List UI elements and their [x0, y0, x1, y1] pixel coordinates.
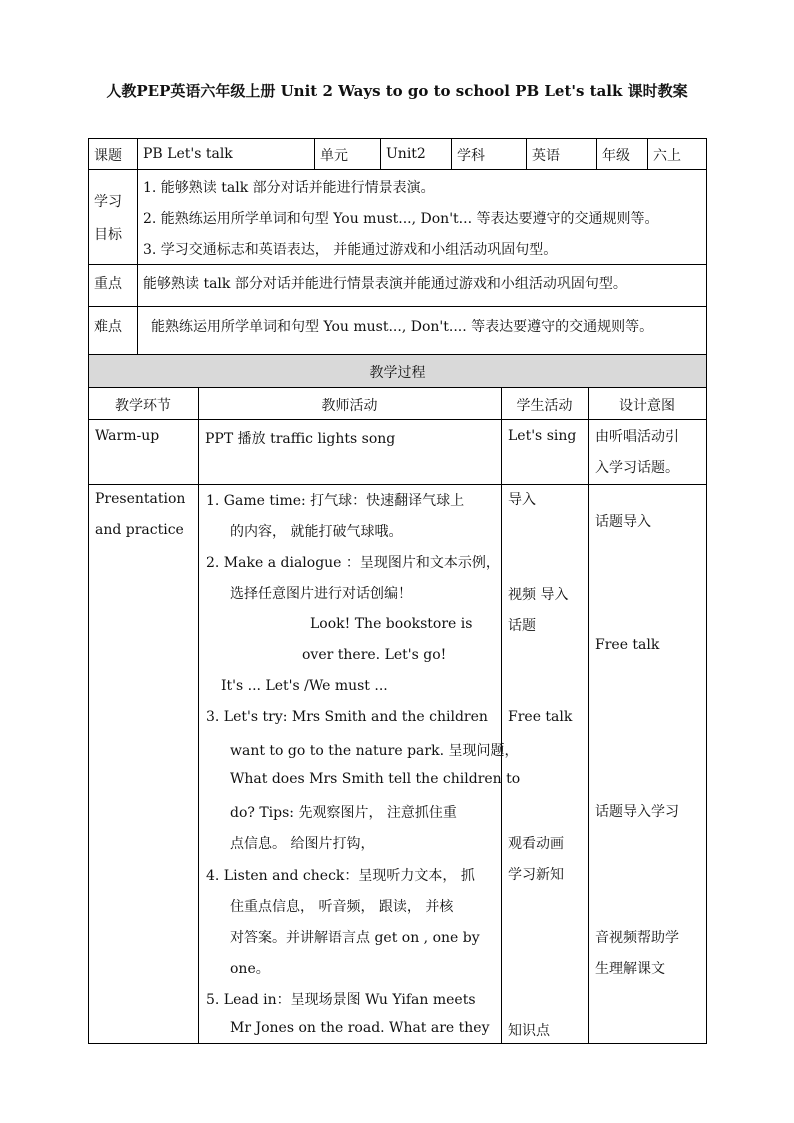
teacher-line: 的内容， 就能打破气球哦。	[230, 524, 403, 540]
teacher-line: 2. Make a dialogue ：呈现图片和文本示例，	[206, 555, 500, 571]
column-header: 设计意图	[619, 398, 675, 414]
design-intent: 音视频帮助学	[595, 930, 679, 946]
teacher-line: 4. Listen and check：呈现听力文本， 抓	[206, 868, 475, 884]
teacher-line: 点信息。 给图片打钩，	[230, 836, 375, 852]
warmup-teacher: PPT 播放 traffic lights song	[205, 431, 396, 447]
design-intent: 话题导入学习	[595, 804, 679, 820]
objective-item: 3. 学习交通标志和英语表达， 并能通过游戏和小组活动巩固句型。	[143, 242, 558, 258]
difficulty-label: 难点	[94, 319, 122, 335]
teacher-line: 选择任意图片进行对话创编！	[230, 586, 412, 602]
student-activity: 学习新知	[508, 867, 564, 883]
column-header: 教师活动	[321, 398, 378, 414]
student-activity: 导入	[508, 492, 536, 508]
warmup-design: 由听唱活动引	[595, 429, 679, 445]
warmup-design: 入学习话题。	[595, 460, 679, 476]
xueke-label: 学科	[457, 148, 485, 164]
teacher-line: It's ... Let's /We must ...	[221, 678, 388, 694]
keti-label: 课题	[94, 148, 122, 164]
student-activity: 视频 导入	[508, 587, 569, 603]
objective-item: 1. 能够熟读 talk 部分对话并能进行情景表演。	[143, 180, 435, 196]
key-point-label: 重点	[94, 276, 122, 292]
difficulty-text: 能熟练运用所学单词和句型 You must..., Don't.... 等表达要遵守的交通规则等。	[151, 319, 654, 335]
presentation-stage: and practice	[95, 522, 184, 538]
nianji-label: 年级	[602, 148, 630, 164]
student-activity: 话题	[508, 618, 536, 634]
column-header: 教学环节	[115, 398, 171, 414]
student-activity: 知识点	[508, 1023, 550, 1039]
document-title: 人教PEP英语六年级上册 Unit 2 Ways to go to school PB Let's talk 课时教案	[106, 82, 688, 100]
teacher-line: 对答案。并讲解语言点 get on , one by	[230, 930, 480, 946]
objectives-label-1: 学习	[94, 194, 122, 210]
teacher-line: over there. Let's go!	[302, 647, 447, 663]
student-activity: Free talk	[508, 709, 573, 725]
objectives-label-2: 目标	[94, 227, 122, 243]
teacher-line: What does Mrs Smith tell the children to	[230, 771, 521, 787]
keti-value: PB Let's talk	[143, 146, 233, 162]
teacher-line: one。	[230, 961, 270, 977]
process-header: 教学过程	[369, 365, 426, 381]
teacher-line: want to go to the nature park. 呈现问题，	[230, 743, 519, 759]
teacher-line: Mr Jones on the road. What are they	[230, 1020, 490, 1036]
teacher-line: Look! The bookstore is	[310, 616, 473, 632]
warmup-stage: Warm-up	[95, 428, 160, 444]
key-point-text: 能够熟读 talk 部分对话并能进行情景表演并能通过游戏和小组活动巩固句型。	[143, 276, 627, 292]
danyuan-label: 单元	[320, 148, 348, 164]
design-intent: 生理解课文	[595, 961, 665, 977]
teacher-line: 3. Let's try: Mrs Smith and the children	[206, 709, 488, 725]
student-activity: 观看动画	[508, 836, 564, 852]
design-intent: Free talk	[595, 637, 660, 653]
warmup-student: Let's sing	[508, 428, 577, 444]
teacher-line: do? Tips: 先观察图片， 注意抓住重	[230, 805, 457, 821]
design-intent: 话题导入	[595, 514, 651, 530]
nianji-value: 六上	[653, 148, 681, 164]
teacher-line: 住重点信息， 听音频， 跟读， 并核	[230, 899, 454, 915]
objective-item: 2. 能熟练运用所学单词和句型 You must..., Don't... 等表达要遵守的交通规则等。	[143, 211, 659, 227]
xueke-value: 英语	[532, 148, 560, 164]
presentation-stage: Presentation	[95, 491, 186, 507]
column-header: 学生活动	[516, 398, 573, 414]
teacher-line: 5. Lead in：呈现场景图 Wu Yifan meets	[206, 992, 476, 1008]
danyuan-value: Unit2	[386, 146, 426, 162]
teacher-line: 1. Game time: 打气球：快速翻译气球上	[206, 493, 465, 509]
